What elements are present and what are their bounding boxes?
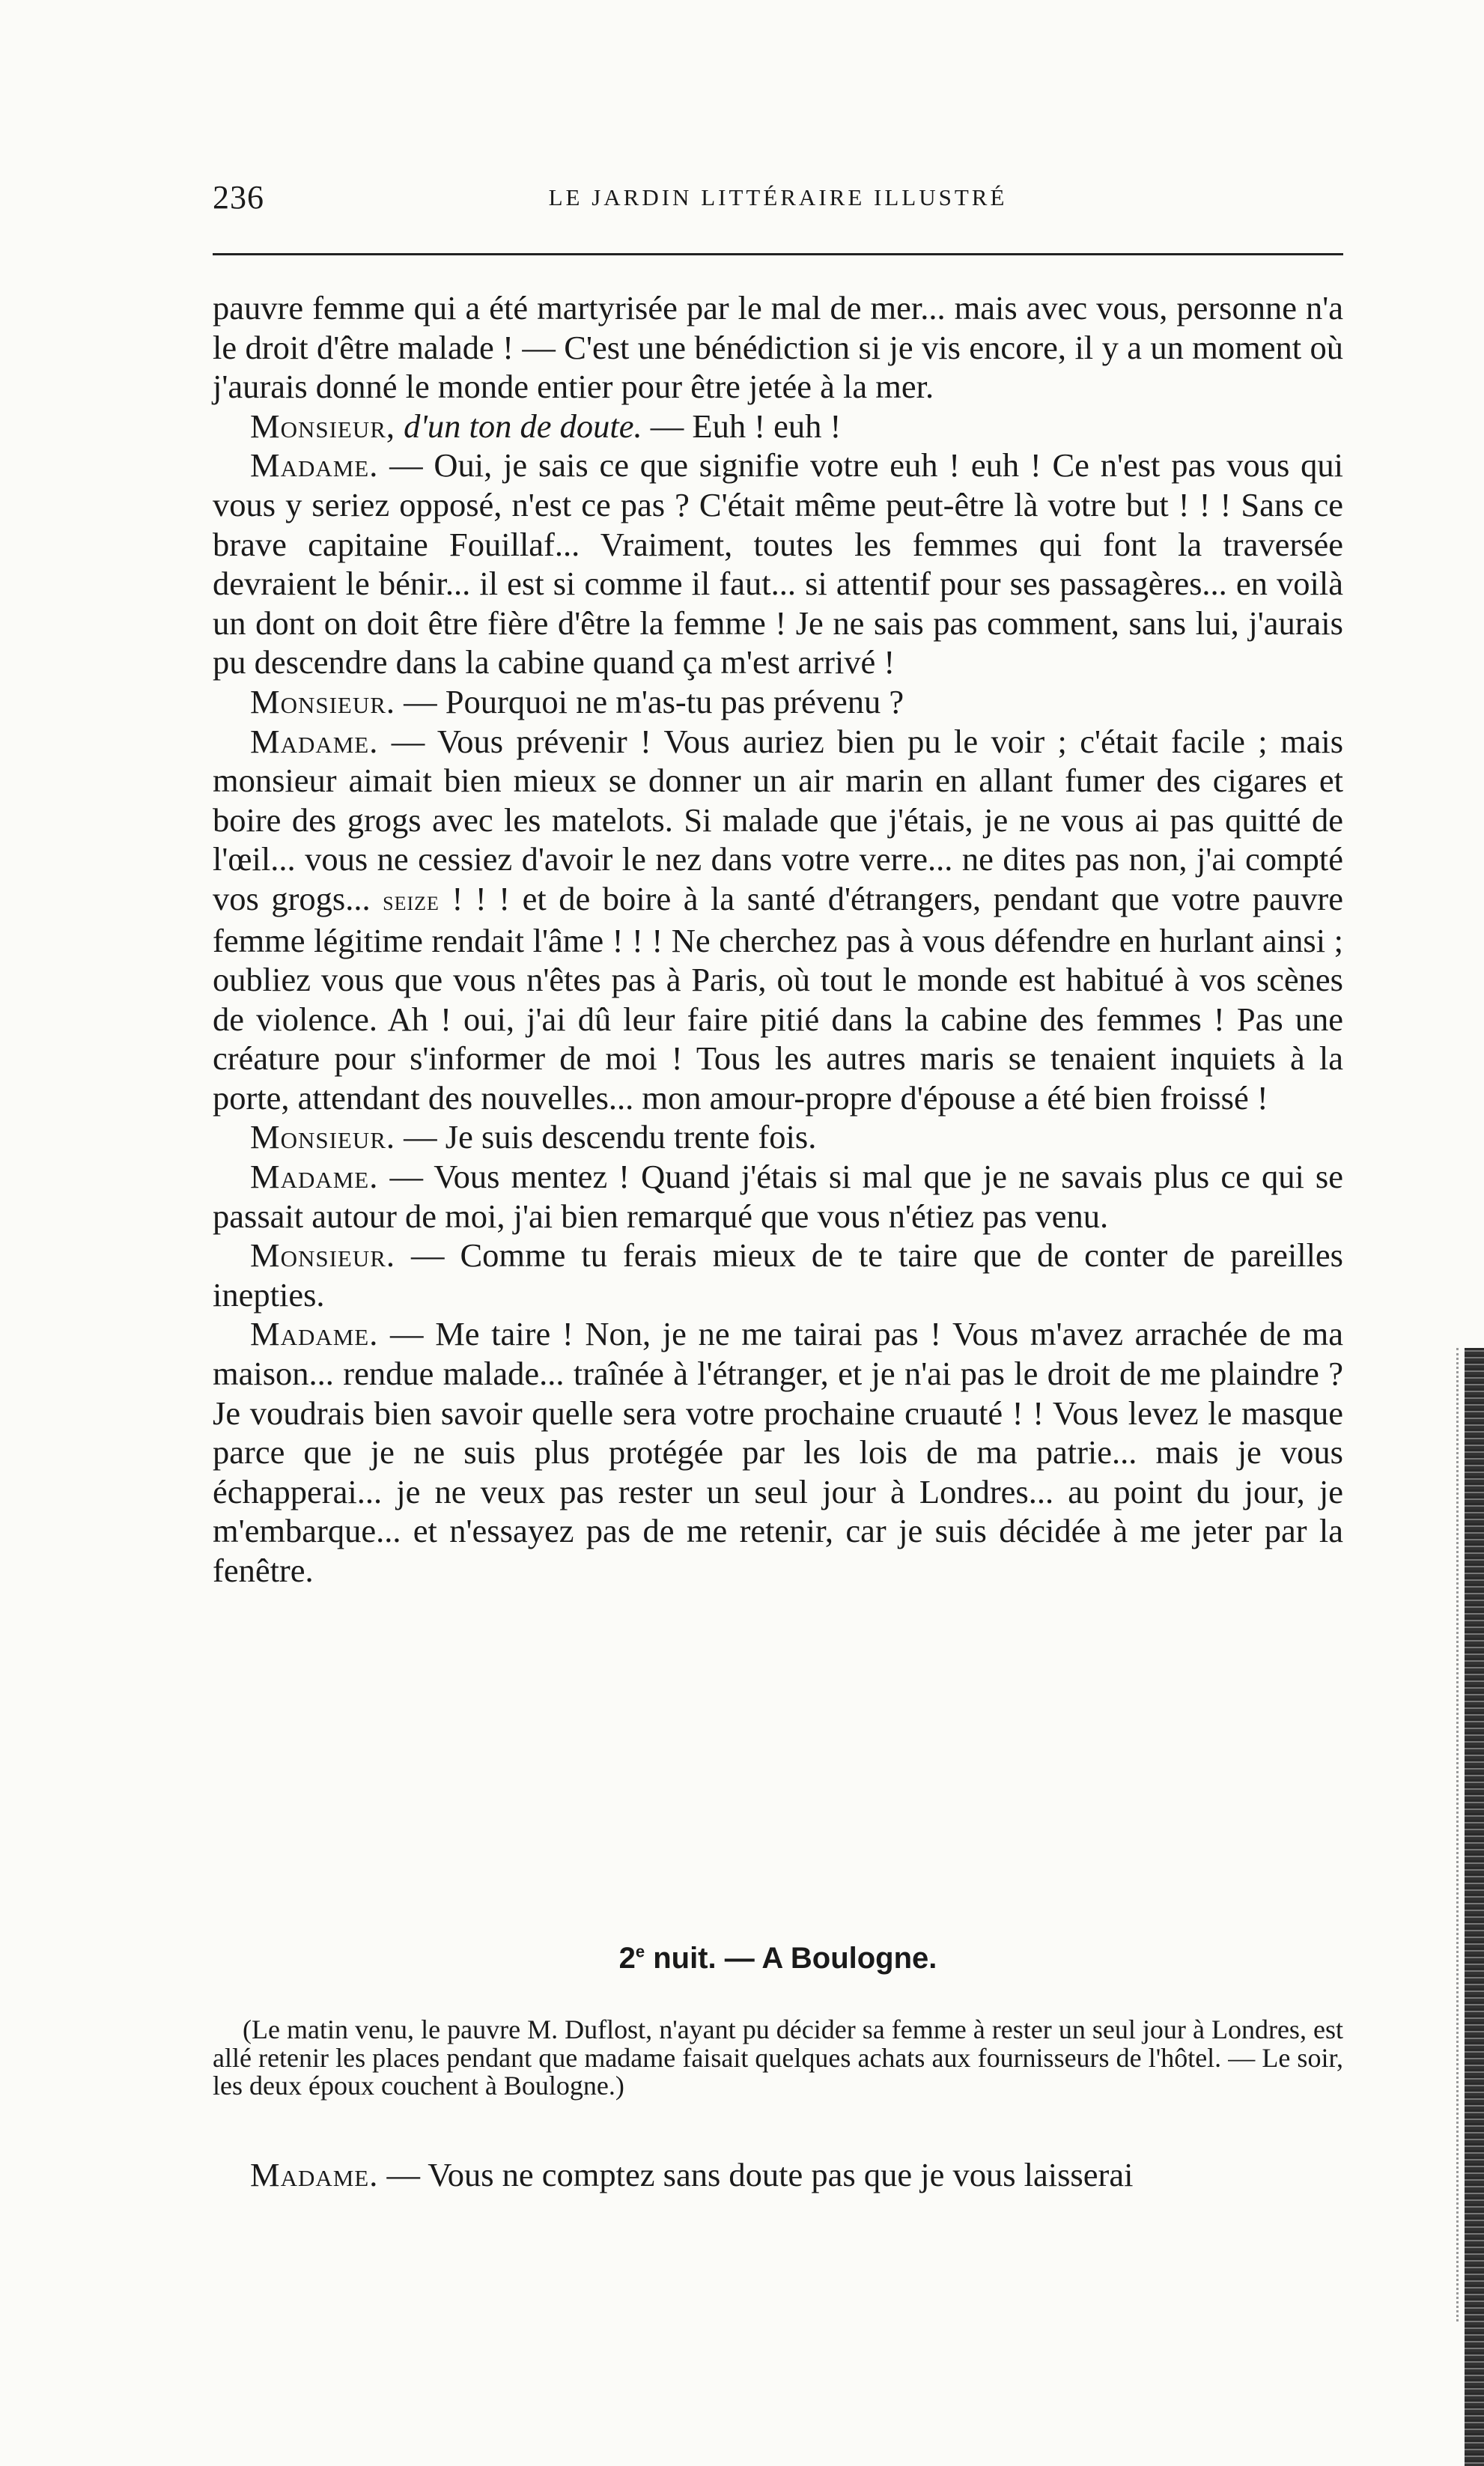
stage-note: [213, 2016, 1343, 2101]
dialogue-line: — Pourquoi ne m'as-tu pas prévenu ?: [404, 682, 904, 720]
dialogue-paragraph: [213, 1157, 1343, 1236]
scan-binding-edge: [1465, 1348, 1484, 2466]
dialogue-body: [213, 288, 1343, 1591]
section-heading: [213, 1942, 1343, 1975]
dialogue-line: — Vous prévenir ! Vous auriez bien pu le voir ; c'était facile ; mais monsieur aimait bien mieux se donner un air marin en allant fumer des cigares et boire des grogs avec les matelots. Si malade que j'étais, je ne vous ai pas quitté de l'œil... vous ne cessiez d'avoir le nez dans votre verre... ne dites pas non, j'ai compté vos grogs...: [213, 722, 1344, 917]
stage-note-text: (Le matin venu, le pauvre M. Duflost, n'ayant pu décider sa femme à rester un seul jour à Londres, est allé retenir les places pendant que madame faisait quelques achats aux fournisseurs de l'hôtel. — Le soir, les deux époux couchent à Boulogne.): [213, 2014, 1343, 2101]
dialogue-line: — Euh ! euh !: [650, 407, 842, 445]
header-rule: [213, 253, 1343, 255]
speaker-name: Monsieur.: [250, 1236, 396, 1275]
final-dialogue: [213, 2155, 1343, 2195]
dialogue-line: — Oui, je sais ce que signifie votre euh ! euh ! Ce n'est pas vous qui vous y seriez opposé, n'est ce pas ? C'était même peut-être là votre but ! ! ! Sans ce brave capitaine Fouillaf... Vraiment, toutes les femmes qui font la traversée devraient le bénir... il est si comme il faut... si attentif pour ses passagères... en voilà un dont on doit être fière d'être la femme ! Je ne sais pas comment, sans lui, j'aurais pu descendre dans la cabine quand ça m'est arrivé !: [213, 446, 1343, 681]
speaker-name: Madame.: [250, 1158, 379, 1196]
emphasis-word: seize: [383, 884, 440, 917]
page-number: 236: [213, 179, 264, 216]
speaker-name: Madame.: [250, 722, 379, 760]
dialogue-line: — Je suis descendu trente fois.: [404, 1118, 817, 1156]
dialogue-paragraph: [213, 446, 1343, 682]
speaker-name: Madame.: [250, 2156, 379, 2193]
dialogue-paragraph: [213, 2155, 1343, 2195]
page-header: [213, 178, 1343, 223]
dialogue-paragraph: [213, 1314, 1343, 1590]
dialogue-paragraph: [213, 1117, 1343, 1157]
dialogue-line: — Me taire ! Non, je ne me tairai pas ! Vous m'avez arrachée de ma maison... rendue malade... traînée à l'étranger, et je n'ai pas le droit de me plaindre ? Je voudrais bien savoir quelle sera votre prochaine cruauté ! ! Vous levez le masque parce que je ne suis plus protégée par les lois de ma patrie... mais je vous échapperai... je ne veux pas rester un seul jour à Londres... au point du jour, je m'embarque... et n'essayez pas de me retenir, car je suis décidée à me jeter par la fenêtre.: [213, 1315, 1343, 1589]
book-page: [213, 0, 1343, 2466]
dialogue-line: — Vous mentez ! Quand j'étais si mal que je ne savais plus ce qui se passait autour de moi, j'ai bien remarqué que vous n'étiez pas venu.: [213, 1158, 1343, 1235]
speaker-name: Monsieur,: [250, 407, 396, 445]
stage-direction: d'un ton de doute.: [404, 407, 642, 445]
dialogue-paragraph: [213, 407, 1343, 446]
dialogue-paragraph: [213, 722, 1343, 1118]
speaker-name: Madame.: [250, 446, 379, 485]
speaker-name: Monsieur.: [250, 1118, 396, 1156]
speaker-name: Monsieur.: [250, 682, 396, 720]
dialogue-paragraph: [213, 1236, 1343, 1314]
dialogue-line: — Vous ne comptez sans doute pas que je vous laisserai: [386, 2156, 1134, 2193]
scan-margin-specks: [1456, 1348, 1462, 2321]
running-head: LE JARDIN LITTÉRAIRE ILLUSTRÉ: [548, 184, 1008, 210]
dialogue-line: ! ! ! et de boire à la santé d'étrangers, pendant que votre pauvre femme légitime rendait l'âme ! ! ! Ne cherchez pas à vous défendre en hurlant ainsi ; oubliez vous que vous n'êtes pas à Paris, où tout le monde est habitué à vos scènes de violence. Ah ! oui, j'ai dû leur faire pitié dans la cabine des femmes ! Pas une créature pour s'informer de moi ! Tous les autres maris se tenaient inquiets à la porte, attendant des nouvelles... mon amour-propre d'épouse a été bien froissé !: [213, 879, 1343, 1117]
section-ordinal: e: [635, 1942, 645, 1961]
section-title: nuit. — A Boulogne.: [653, 1942, 937, 1975]
section-number: 2: [618, 1942, 636, 1975]
dialogue-paragraph: [213, 682, 1343, 722]
speaker-name: Madame.: [250, 1315, 379, 1353]
paragraph-continuation: pauvre femme qui a été martyrisée par le mal de mer... mais avec vous, personne n'a le droit d'être malade ! — C'est une bénédiction si je vis encore, il y a un moment où j'aurais donné le monde entier pour être jetée à la mer.: [213, 289, 1343, 406]
dialogue-line: — Comme tu ferais mieux de te taire que de conter de pareilles inepties.: [213, 1236, 1344, 1314]
